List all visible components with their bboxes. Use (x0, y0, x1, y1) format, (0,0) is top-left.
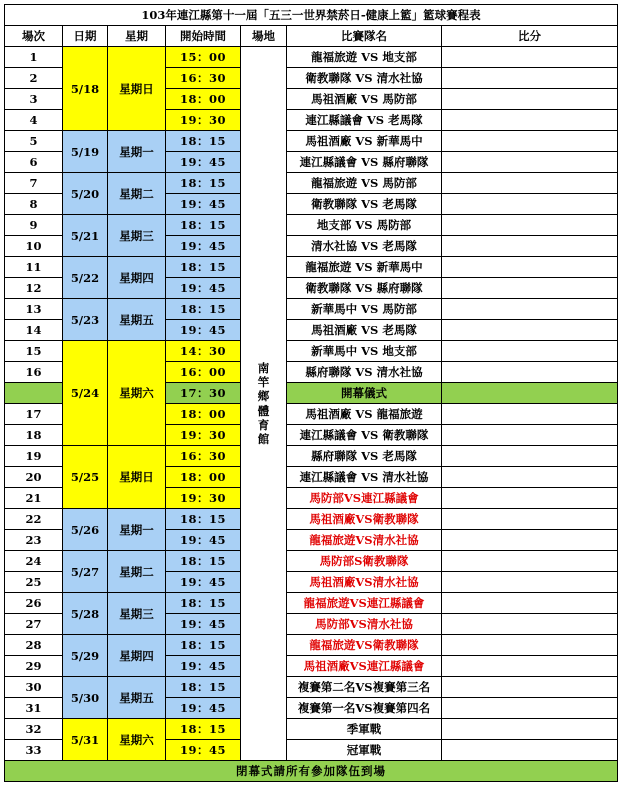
score-cell (442, 299, 618, 320)
start-time: 16：00 (166, 362, 241, 383)
score-cell (442, 614, 618, 635)
start-time: 19：45 (166, 530, 241, 551)
start-time: 19：45 (166, 614, 241, 635)
venue-char: 鄉 (257, 389, 270, 404)
teams: 馬祖酒廠 VS 老馬隊 (287, 320, 442, 341)
date-cell: 5/26 (63, 509, 108, 551)
start-time: 18：15 (166, 509, 241, 530)
score-cell (442, 509, 618, 530)
date-cell: 5/24 (63, 341, 108, 446)
game-no: 5 (5, 131, 63, 152)
game-no: 19 (5, 446, 63, 467)
start-time: 15：00 (166, 47, 241, 68)
teams: 衛教聯隊 VS 縣府聯隊 (287, 278, 442, 299)
start-time: 19：45 (166, 572, 241, 593)
game-no: 6 (5, 152, 63, 173)
game-no: 7 (5, 173, 63, 194)
venue-char: 竿 (257, 375, 270, 390)
score-cell (442, 698, 618, 719)
game-no: 20 (5, 467, 63, 488)
game-no: 3 (5, 89, 63, 110)
start-time: 18：15 (166, 719, 241, 740)
game-no: 25 (5, 572, 63, 593)
start-time: 18：15 (166, 257, 241, 278)
weekday-cell: 星期五 (108, 299, 166, 341)
teams: 縣府聯隊 VS 老馬隊 (287, 446, 442, 467)
start-time: 19：45 (166, 194, 241, 215)
game-no: 21 (5, 488, 63, 509)
teams: 馬防部S衛教聯隊 (287, 551, 442, 572)
date-cell: 5/30 (63, 677, 108, 719)
teams: 開幕儀式 (287, 383, 442, 404)
start-time: 14：30 (166, 341, 241, 362)
start-time: 19：30 (166, 110, 241, 131)
score-cell (442, 320, 618, 341)
game-no: 32 (5, 719, 63, 740)
score-cell (442, 446, 618, 467)
teams: 馬防部VS清水社協 (287, 614, 442, 635)
game-no: 8 (5, 194, 63, 215)
start-time: 18：15 (166, 299, 241, 320)
score-cell (442, 677, 618, 698)
teams: 馬祖酒廠 VS 馬防部 (287, 89, 442, 110)
score-cell (442, 635, 618, 656)
weekday-cell: 星期二 (108, 551, 166, 593)
game-no: 29 (5, 656, 63, 677)
game-no: 15 (5, 341, 63, 362)
game-no: 31 (5, 698, 63, 719)
venue-cell (241, 47, 287, 761)
weekday-cell: 星期日 (108, 47, 166, 131)
start-time: 18：15 (166, 677, 241, 698)
game-no: 11 (5, 257, 63, 278)
table-row (5, 677, 618, 698)
start-time: 19：45 (166, 236, 241, 257)
score-cell (442, 719, 618, 740)
teams: 馬祖酒廠VS連江縣議會 (287, 656, 442, 677)
game-no: 14 (5, 320, 63, 341)
score-cell (442, 110, 618, 131)
header-game-no: 場次 (5, 26, 63, 47)
teams: 馬祖酒廠 VS 龍福旅遊 (287, 404, 442, 425)
table-row (5, 635, 618, 656)
teams: 連江縣議會 VS 縣府聯隊 (287, 152, 442, 173)
date-cell: 5/25 (63, 446, 108, 509)
start-time: 18：15 (166, 635, 241, 656)
game-no: 24 (5, 551, 63, 572)
weekday-cell: 星期三 (108, 593, 166, 635)
date-cell: 5/31 (63, 719, 108, 761)
game-no: 10 (5, 236, 63, 257)
teams: 清水社協 VS 老馬隊 (287, 236, 442, 257)
weekday-cell: 星期六 (108, 719, 166, 761)
weekday-cell: 星期四 (108, 635, 166, 677)
score-cell (442, 404, 618, 425)
start-time: 18：15 (166, 215, 241, 236)
header-start-time: 開始時間 (166, 26, 241, 47)
score-cell (442, 488, 618, 509)
table-row (5, 47, 618, 68)
score-cell (442, 551, 618, 572)
start-time: 18：15 (166, 131, 241, 152)
table-row (5, 257, 618, 278)
score-cell (442, 425, 618, 446)
teams: 連江縣議會 VS 清水社協 (287, 467, 442, 488)
score-cell (442, 572, 618, 593)
teams: 季軍戰 (287, 719, 442, 740)
teams: 縣府聯隊 VS 清水社協 (287, 362, 442, 383)
header-score: 比分 (442, 26, 618, 47)
start-time: 19：45 (166, 656, 241, 677)
table-row (5, 446, 618, 467)
start-time: 19：45 (166, 698, 241, 719)
start-time: 16：30 (166, 446, 241, 467)
game-no (5, 383, 63, 404)
score-cell (442, 68, 618, 89)
teams: 新華馬中 VS 地支部 (287, 341, 442, 362)
teams: 馬祖酒廠 VS 新華馬中 (287, 131, 442, 152)
game-no: 27 (5, 614, 63, 635)
teams: 冠軍戰 (287, 740, 442, 761)
teams: 龍福旅遊 VS 馬防部 (287, 173, 442, 194)
game-no: 26 (5, 593, 63, 614)
start-time: 18：15 (166, 173, 241, 194)
header-weekday: 星期 (108, 26, 166, 47)
teams: 複賽第二名VS複賽第三名 (287, 677, 442, 698)
game-no: 28 (5, 635, 63, 656)
game-no: 22 (5, 509, 63, 530)
score-cell (442, 131, 618, 152)
score-cell (442, 152, 618, 173)
weekday-cell: 星期日 (108, 446, 166, 509)
score-cell (442, 530, 618, 551)
start-time: 18：15 (166, 593, 241, 614)
teams: 衛教聯隊 VS 老馬隊 (287, 194, 442, 215)
date-cell: 5/28 (63, 593, 108, 635)
venue-char: 育 (257, 417, 270, 432)
start-time: 19：45 (166, 740, 241, 761)
teams: 地支部 VS 馬防部 (287, 215, 442, 236)
score-cell (442, 89, 618, 110)
table-row (5, 593, 618, 614)
table-row (5, 299, 618, 320)
game-no: 30 (5, 677, 63, 698)
teams: 馬祖酒廠VS衛教聯隊 (287, 509, 442, 530)
table-row (5, 215, 618, 236)
venue-char: 館 (257, 431, 270, 446)
start-time: 17：30 (166, 383, 241, 404)
score-cell (442, 236, 618, 257)
score-cell (442, 173, 618, 194)
date-cell: 5/19 (63, 131, 108, 173)
start-time: 18：00 (166, 89, 241, 110)
game-no: 16 (5, 362, 63, 383)
date-cell: 5/18 (63, 47, 108, 131)
table-row (5, 509, 618, 530)
start-time: 18：00 (166, 467, 241, 488)
teams: 龍福旅遊VS衛教聯隊 (287, 635, 442, 656)
weekday-cell: 星期四 (108, 257, 166, 299)
score-cell (442, 383, 618, 404)
header-teams: 比賽隊名 (287, 26, 442, 47)
header-date: 日期 (63, 26, 108, 47)
game-no: 13 (5, 299, 63, 320)
score-cell (442, 47, 618, 68)
start-time: 19：30 (166, 425, 241, 446)
weekday-cell: 星期三 (108, 215, 166, 257)
teams: 複賽第一名VS複賽第四名 (287, 698, 442, 719)
table-row (5, 131, 618, 152)
start-time: 18：15 (166, 551, 241, 572)
start-time: 19：45 (166, 320, 241, 341)
table-row (5, 173, 618, 194)
venue-char: 南 (257, 361, 270, 376)
weekday-cell: 星期一 (108, 509, 166, 551)
schedule-table (4, 4, 618, 782)
game-no: 9 (5, 215, 63, 236)
weekday-cell: 星期二 (108, 173, 166, 215)
game-no: 4 (5, 110, 63, 131)
start-time: 16：30 (166, 68, 241, 89)
venue-char: 體 (257, 403, 270, 418)
teams: 衛教聯隊 VS 清水社協 (287, 68, 442, 89)
start-time: 19：45 (166, 152, 241, 173)
weekday-cell: 星期六 (108, 341, 166, 446)
score-cell (442, 341, 618, 362)
game-no: 23 (5, 530, 63, 551)
weekday-cell: 星期五 (108, 677, 166, 719)
start-time: 19：30 (166, 488, 241, 509)
score-cell (442, 194, 618, 215)
header-venue: 場地 (241, 26, 287, 47)
game-no: 2 (5, 68, 63, 89)
teams: 馬防部VS連江縣議會 (287, 488, 442, 509)
weekday-cell: 星期一 (108, 131, 166, 173)
schedule-title: 103年連江縣第十一屆「五三一世界禁菸日-健康上籃」籃球賽程表 (5, 5, 618, 26)
game-no: 1 (5, 47, 63, 68)
date-cell: 5/20 (63, 173, 108, 215)
teams: 馬祖酒廠VS清水社協 (287, 572, 442, 593)
table-row (5, 719, 618, 740)
game-no: 17 (5, 404, 63, 425)
teams: 龍福旅遊VS連江縣議會 (287, 593, 442, 614)
start-time: 18：00 (166, 404, 241, 425)
date-cell: 5/29 (63, 635, 108, 677)
teams: 新華馬中 VS 馬防部 (287, 299, 442, 320)
score-cell (442, 593, 618, 614)
date-cell: 5/22 (63, 257, 108, 299)
score-cell (442, 362, 618, 383)
date-cell: 5/21 (63, 215, 108, 257)
date-cell: 5/23 (63, 299, 108, 341)
closing-note: 閉幕式請所有參加隊伍到場 (5, 761, 618, 782)
teams: 龍福旅遊 VS 新華馬中 (287, 257, 442, 278)
game-no: 18 (5, 425, 63, 446)
game-no: 12 (5, 278, 63, 299)
teams: 連江縣議會 VS 衛教聯隊 (287, 425, 442, 446)
table-row (5, 341, 618, 362)
game-no: 33 (5, 740, 63, 761)
teams: 連江縣議會 VS 老馬隊 (287, 110, 442, 131)
teams: 龍福旅遊 VS 地支部 (287, 47, 442, 68)
table-row (5, 551, 618, 572)
teams: 龍福旅遊VS清水社協 (287, 530, 442, 551)
start-time: 19：45 (166, 278, 241, 299)
score-cell (442, 257, 618, 278)
score-cell (442, 740, 618, 761)
score-cell (442, 215, 618, 236)
score-cell (442, 467, 618, 488)
score-cell (442, 278, 618, 299)
score-cell (442, 656, 618, 677)
date-cell: 5/27 (63, 551, 108, 593)
